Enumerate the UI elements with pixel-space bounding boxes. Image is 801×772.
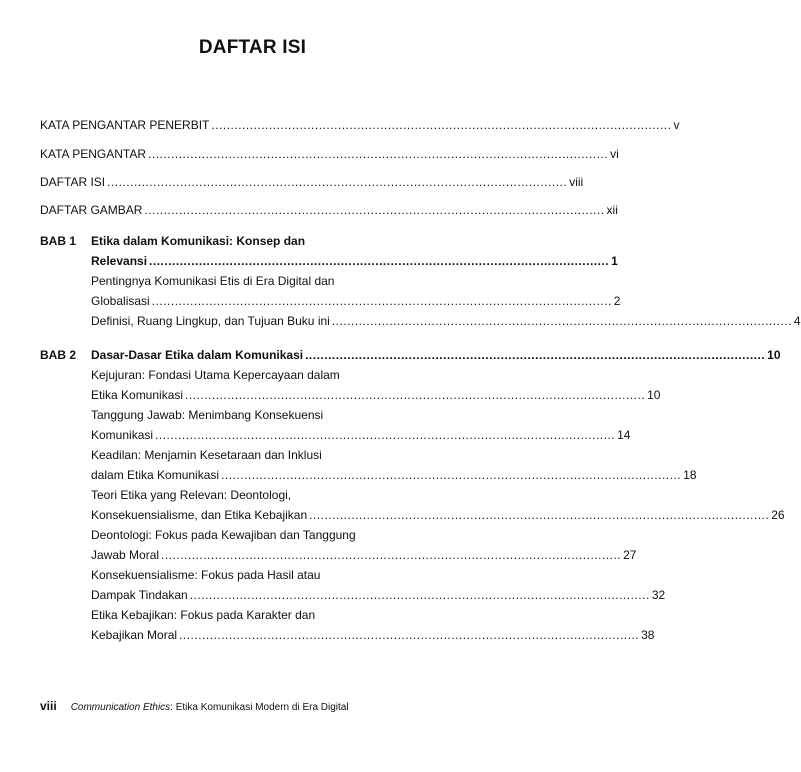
chapter-title-line: Relevansi xyxy=(91,254,148,268)
section-line: Jawab Moral xyxy=(91,548,160,562)
leader-dots: ........................................................................................................................ xyxy=(221,468,682,482)
toc-entry-page: v xyxy=(673,118,680,132)
toc-entry-page: vi xyxy=(610,147,619,161)
leader-dots: ........................................................................................................................ xyxy=(148,147,609,161)
toc-entry-kata-pengantar-penerbit xyxy=(40,118,680,132)
page-footer xyxy=(40,699,470,715)
section-row xyxy=(91,585,666,605)
section-line: Konsekuensialisme: Fokus pada Hasil atau xyxy=(91,568,321,582)
section-line: Keadilan: Menjamin Kesetaraan dan Inklusi xyxy=(91,448,322,462)
chapter-label: BAB 1 xyxy=(40,234,77,248)
leader-dots: ........................................................................................................................ xyxy=(144,203,605,217)
section-line: Komunikasi xyxy=(91,428,154,442)
section-row xyxy=(91,545,637,565)
toc-entry-daftar-gambar xyxy=(40,203,618,217)
section-row xyxy=(91,505,785,525)
leader-dots: ........................................................................................................................ xyxy=(185,388,646,402)
section-row xyxy=(91,385,661,405)
section-page: 32 xyxy=(651,588,666,602)
section-page: 2 xyxy=(613,294,621,308)
leader-dots: ........................................................................................................................ xyxy=(155,428,616,442)
section-line: Tanggung Jawab: Menimbang Konsekuensi xyxy=(91,408,324,422)
chapter-title-row xyxy=(91,345,781,365)
leader-dots: ........................................................................................................................ xyxy=(331,314,792,328)
section-line: Etika Kebajikan: Fokus pada Karakter dan xyxy=(91,608,316,622)
chapter-page: 10 xyxy=(767,348,781,362)
leader-dots: ........................................................................................................................ xyxy=(189,588,650,602)
chapter-page: 1 xyxy=(611,254,618,268)
chapter-title-row xyxy=(91,251,618,271)
toc-entry-text: KATA PENGANTAR PENERBIT xyxy=(40,118,210,132)
section-row xyxy=(91,625,655,645)
leader-dots: ........................................................................................................................ xyxy=(149,254,610,268)
toc-entry-kata-pengantar xyxy=(40,147,619,161)
toc-entry-daftar-isi xyxy=(40,175,584,189)
footer-book-title: : Etika Komunikasi Modern di Era Digital xyxy=(170,702,349,713)
leader-dots: ........................................................................................................................ xyxy=(161,548,622,562)
leader-dots: ........................................................................................................................ xyxy=(305,348,766,362)
leader-dots: ........................................................................................................................ xyxy=(179,628,640,642)
section-page: 18 xyxy=(683,468,697,482)
section-row xyxy=(91,425,631,445)
section-line: Konsekuensialisme, dan Etika Kebajikan xyxy=(91,508,308,522)
section-line: Definisi, Ruang Lingkup, dan Tujuan Buku ini xyxy=(91,314,330,328)
section-page: 26 xyxy=(771,508,785,522)
section-page: 10 xyxy=(647,388,661,402)
leader-dots: ........................................................................................................................ xyxy=(151,294,612,308)
chapter-title-line: Dasar-Dasar Etika dalam Komunikasi xyxy=(91,348,304,362)
section-line: Pentingnya Komunikasi Etis di Era Digital dan xyxy=(91,274,335,288)
section-page: 4 xyxy=(793,314,801,328)
footer-book-title-italic: Communication Ethics xyxy=(70,702,171,713)
footer-page-number: viii xyxy=(40,699,57,713)
section-page: 14 xyxy=(617,428,631,442)
toc-entry-page: viii xyxy=(569,175,584,189)
chapter-title-line: Etika dalam Komunikasi: Konsep dan xyxy=(91,234,306,248)
section-line: Teori Etika yang Relevan: Deontologi, xyxy=(91,488,292,502)
section-line: Kejujuran: Fondasi Utama Kepercayaan dalam xyxy=(91,368,340,382)
toc-entry-text: DAFTAR GAMBAR xyxy=(40,203,143,217)
section-line: Deontologi: Fokus pada Kewajiban dan Tanggung xyxy=(91,528,356,542)
leader-dots: ........................................................................................................................ xyxy=(211,118,672,132)
section-row xyxy=(91,311,801,331)
section-row xyxy=(91,291,621,311)
section-line: Etika Komunikasi xyxy=(91,388,184,402)
page-title: DAFTAR ISI xyxy=(198,37,307,58)
section-line: dalam Etika Komunikasi xyxy=(91,468,220,482)
leader-dots: ........................................................................................................................ xyxy=(309,508,770,522)
section-line: Kebajikan Moral xyxy=(91,628,178,642)
chapter-label: BAB 2 xyxy=(40,348,77,362)
section-row xyxy=(91,465,697,485)
toc-entry-page: xii xyxy=(606,203,618,217)
section-page: 38 xyxy=(641,628,655,642)
section-page: 27 xyxy=(623,548,637,562)
section-line: Dampak Tindakan xyxy=(91,588,188,602)
section-line: Globalisasi xyxy=(91,294,150,308)
toc-entry-text: DAFTAR ISI xyxy=(40,175,106,189)
leader-dots: ........................................................................................................................ xyxy=(107,175,568,189)
toc-entry-text: KATA PENGANTAR xyxy=(40,147,147,161)
